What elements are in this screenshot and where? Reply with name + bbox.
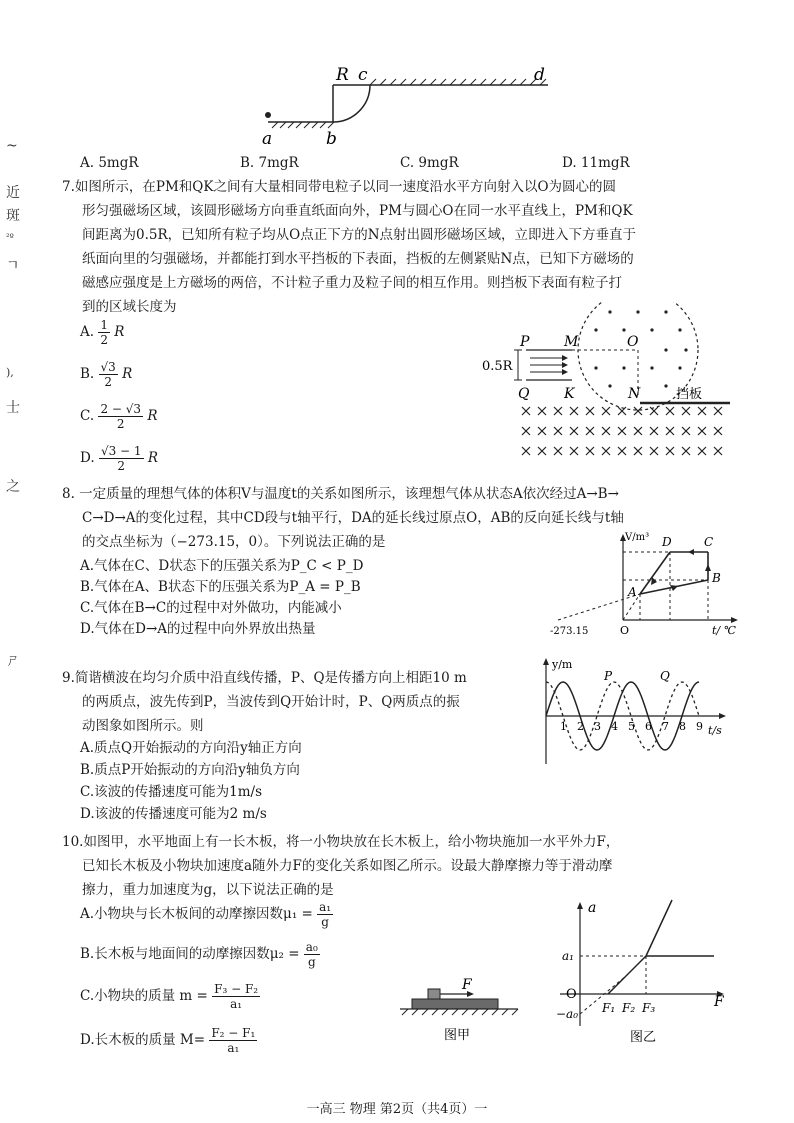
q7-stem-line: 7.如图所示，在PM和QK之间有大量相同带电粒子以同一速度沿水平方向射入以O为圆心的圆 — [62, 179, 617, 195]
fig-label-plate: 挡板 — [676, 387, 703, 402]
q6-option-d: D. 11mgR — [562, 155, 630, 171]
q10-option-a: A.小物块与长木板间的动摩擦因数μ₁ = $\frac{\text{a₁}}{g}$ — [80, 900, 332, 929]
q7-stem-line: 到的区域长度为 — [82, 299, 177, 315]
fig-label-K: K — [564, 386, 575, 402]
fig-label-M: M — [564, 334, 579, 350]
fig-label-a1: a₁ — [562, 949, 574, 963]
axis-tick-label: 9 — [696, 720, 703, 733]
margin-mark: ), — [6, 366, 14, 379]
q6-option-a: A. 5mgR — [80, 155, 139, 171]
q7-option-b: B. $\frac{√3}{2}$ R — [80, 360, 133, 389]
q9-option-d: D.该波的传播速度可能为2 m/s — [80, 806, 267, 822]
fig-label-F: F — [462, 977, 472, 993]
q6-track-figure — [258, 60, 558, 152]
fig-label-a: a — [588, 900, 597, 916]
q9-stem-line: 9.简谐横波在均匀介质中沿直线传播，P、Q是传播方向上相距10 m — [62, 670, 467, 686]
fig-label-O: O — [627, 334, 639, 350]
margin-mark: ㄕ — [6, 653, 20, 669]
q8-v-t-graph — [548, 530, 748, 642]
q9-option-b: B.质点P开始振动的方向沿y轴负方向 — [80, 762, 300, 778]
axis-tick-label: 7 — [662, 720, 669, 733]
fig-label-a0: −a₀ — [556, 1007, 579, 1021]
q7-option-a: A. $\frac{1}{2}$ R — [80, 318, 125, 347]
q10-stem-line: 擦力，重力加速度为g，以下说法正确的是 — [82, 882, 334, 898]
axis-tick-label: 4 — [611, 720, 618, 733]
fig-label-xlabel: t/s — [708, 724, 722, 737]
fig-label-neg: -273.15 — [550, 626, 589, 637]
fig-label-A: A — [628, 585, 637, 599]
q9-stem-line: 动图象如图所示。则 — [82, 718, 204, 734]
margin-mark: 之 — [6, 479, 20, 495]
axis-tick-label: 3 — [594, 720, 601, 733]
label-a: a — [262, 129, 273, 149]
q9-option-c: C.该波的传播速度可能为1m/s — [80, 784, 263, 800]
fig-label-Q: Q — [660, 669, 670, 683]
q7-stem-line: 形匀强磁场区域，该圆形磁场方向垂直纸面向外，PM与圆心O在同一水平直线上，PM和QK — [82, 203, 633, 219]
axis-tick-label: 8 — [679, 720, 686, 733]
margin-mark: ~ — [6, 138, 18, 154]
fig-label-Q: Q — [518, 386, 530, 402]
label-R: R — [336, 65, 349, 85]
label-d: d — [534, 65, 545, 85]
q10-fig-yi — [556, 896, 736, 1046]
q8-option-d: D.气体在D→A的过程中向外界放出热量 — [80, 621, 316, 637]
q7-option-c: C. $\frac{2 - √3}{2}$ R — [80, 402, 158, 431]
q10-fig-jia — [396, 975, 526, 1045]
fig-label-F1: F₁ — [602, 1001, 616, 1015]
fig-label-xlabel: t/ ℃ — [712, 624, 736, 637]
fig-caption-jia: 图甲 — [444, 1028, 471, 1043]
q8-option-a: A.气体在C、D状态下的压强关系为P_C < P_D — [80, 558, 364, 574]
q8-stem-line: 的交点坐标为（−273.15，0）。下列说法正确的是 — [82, 534, 386, 550]
fig-label-F2: F₂ — [622, 1001, 636, 1015]
margin-mark: ㄱ — [6, 258, 20, 274]
axis-tick-label: 2 — [577, 720, 584, 733]
fig-label-ylabel: V/m³ — [625, 532, 650, 543]
label-c: c — [358, 65, 368, 85]
q8-option-c: C.气体在B→C的过程中对外做功，内能减小 — [80, 600, 342, 616]
margin-mark: 近 — [6, 185, 20, 201]
q8-option-b: B.气体在A、B状态下的压强关系为P_A = P_B — [80, 579, 361, 595]
q7-magnetic-field-figure — [480, 302, 740, 464]
q7-option-d: D. $\frac{√3 - 1}{2}$ R — [80, 444, 159, 473]
fig-label-F3: F₃ — [642, 1001, 656, 1015]
fig-label-gap: 0.5R — [482, 359, 513, 374]
fig-label-P: P — [604, 669, 613, 683]
q7-stem-line: 纸面向里的匀强磁场，并都能打到水平挡板的下表面，挡板的左侧紧贴N点，已知下方磁场的 — [82, 251, 634, 267]
q9-option-a: A.质点Q开始振动的方向沿y轴正方向 — [80, 740, 302, 756]
q10-option-b: B.长木板与地面间的动摩擦因数μ₂ = $\frac{\text{a₀}}{g}$ — [80, 940, 318, 969]
margin-mark: 斑 — [6, 208, 20, 224]
q9-vibration-graph — [528, 654, 738, 766]
fig-label-origin: O — [620, 624, 630, 637]
q6-option-b: B. 7mgR — [240, 155, 299, 171]
q8-stem-line: C→D→A的变化过程，其中CD段与t轴平行，DA的延长线过原点O，AB的反向延长线与t轴 — [82, 510, 624, 526]
fig-label-D: D — [662, 535, 672, 549]
margin-mark: 士 — [6, 400, 20, 416]
page-footer: 一高三 物理 第2页（共4页）一 — [306, 1102, 488, 1117]
q7-stem-line: 间距离为0.5R，已知所有粒子均从O点正下方的N点射出圆形磁场区域，立即进入下方垂直于 — [82, 227, 637, 243]
fig-label-ylabel: y/m — [552, 658, 573, 671]
fig-label-P: P — [520, 334, 530, 350]
fig-label-C: C — [704, 535, 714, 549]
q9-stem-line: 的两质点，波先传到P，当波传到Q开始计时，P、Q两质点的振 — [82, 694, 460, 710]
fig-label-B: B — [712, 571, 721, 585]
fig-label-F: F — [714, 994, 724, 1010]
fig-label-O: O — [566, 987, 577, 1002]
q10-stem-line: 10.如图甲，水平地面上有一长木板，将一小物块放在长木板上，给小物块施加一水平外力F， — [62, 834, 620, 850]
axis-tick-label: 1 — [560, 720, 567, 733]
q10-option-d: D.长木板的质量 M= $\frac{\text{F₂ − F₁}}{\text{a₁}}$ — [80, 1026, 256, 1055]
q7-stem-line: 磁感应强度是上方磁场的两倍，不计粒子重力及粒子间的相互作用。则挡板下表面有粒子打 — [82, 275, 622, 291]
q10-stem-line: 已知长木板及小物块加速度a随外力F的变化关系如图乙所示。设最大静摩擦力等于滑动摩 — [82, 858, 613, 874]
axis-tick-label: 5 — [628, 720, 635, 733]
label-b: b — [326, 129, 337, 149]
q8-stem-line: 8. 一定质量的理想气体的体积V与温度t的关系如图所示，该理想气体从状态A依次经过A→B→ — [62, 486, 619, 502]
q6-option-c: C. 9mgR — [400, 155, 459, 171]
axis-tick-label: 6 — [645, 720, 652, 733]
fig-caption-yi: 图乙 — [630, 1030, 657, 1045]
margin-mark: ²º — [6, 233, 14, 243]
q10-option-c: C.小物块的质量 m = $\frac{\text{F₃ − F₂}}{\text{a₁}}$ — [80, 982, 259, 1011]
fig-label-N: N — [628, 386, 641, 402]
